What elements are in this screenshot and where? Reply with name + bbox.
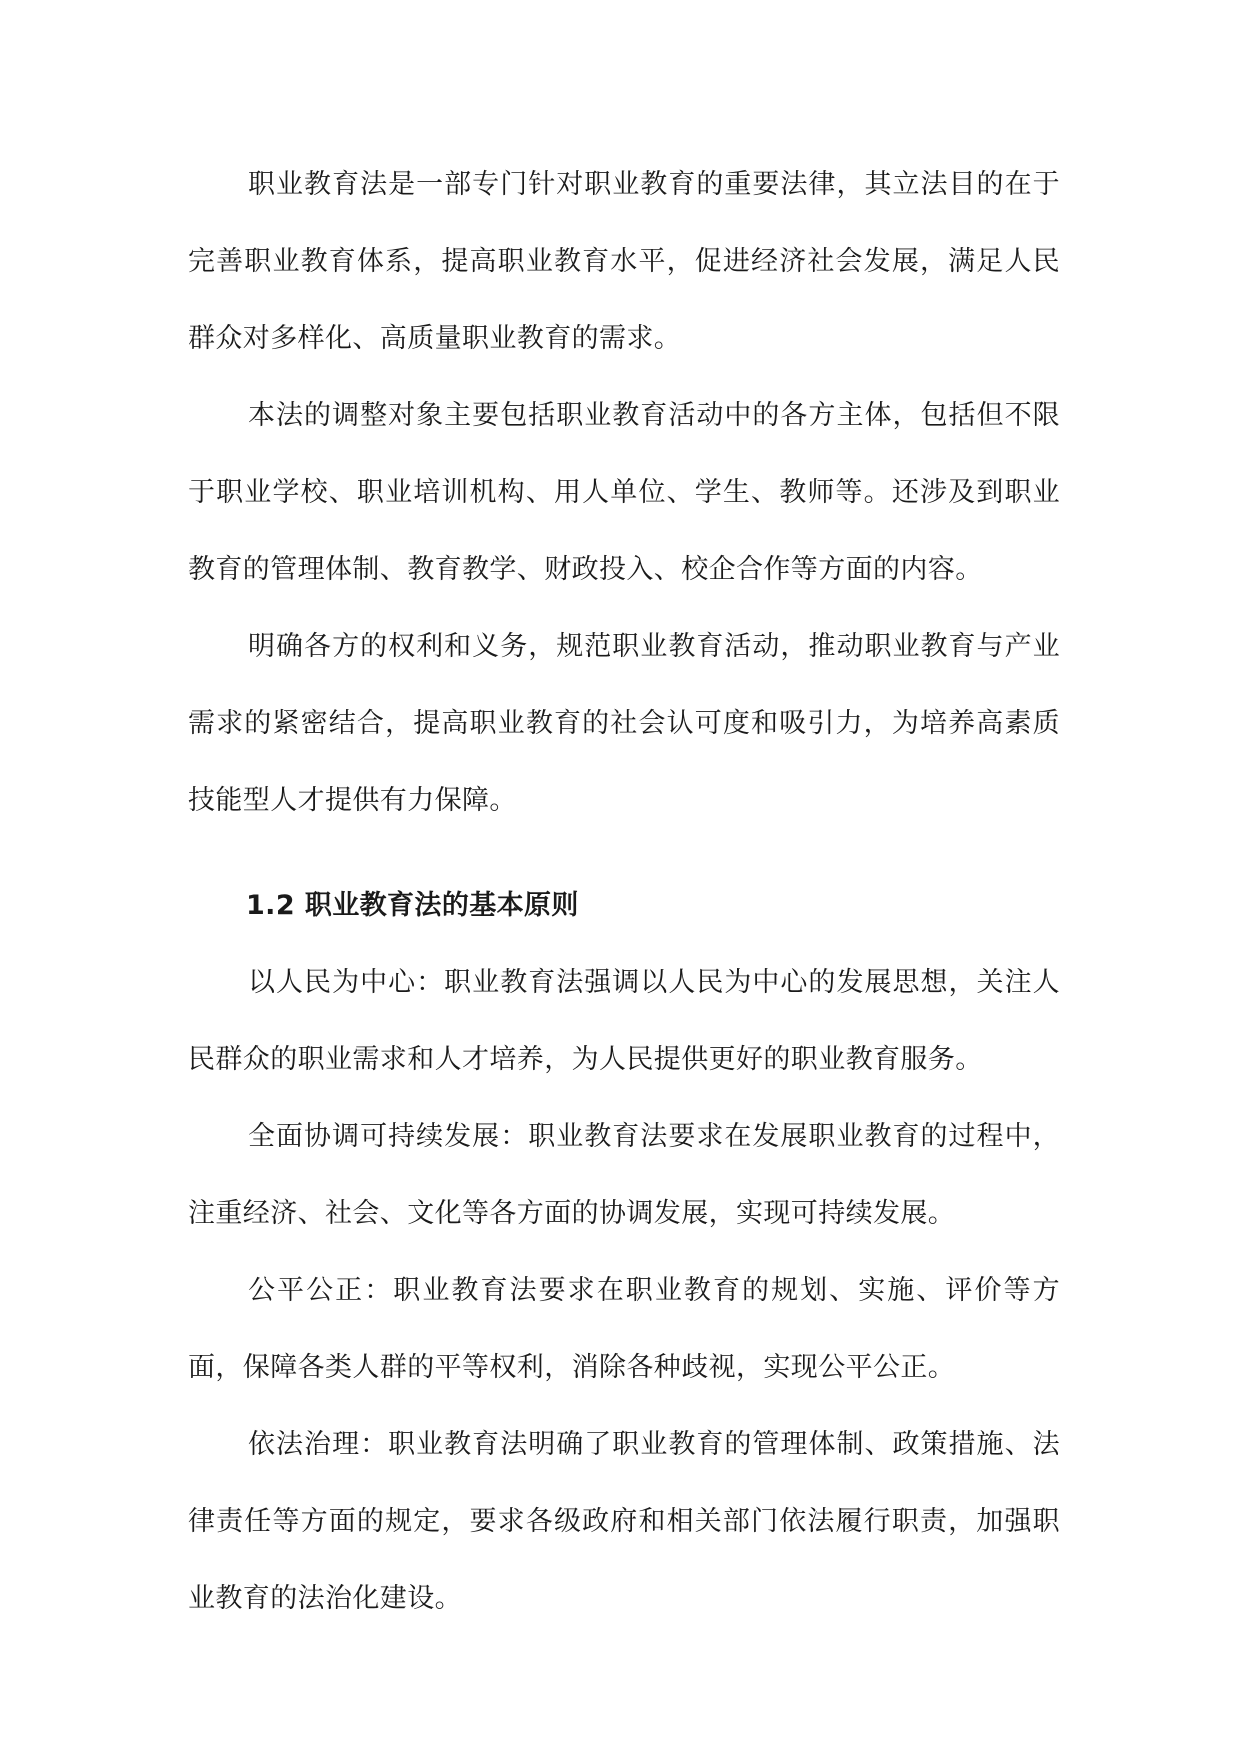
principle-sustainable-development: 全面协调可持续发展：职业教育法要求在发展职业教育的过程中，注重经济、社会、文化等各方面的协调发展，实现可持续发展。 xyxy=(188,1121,1060,1229)
principle-fairness: 公平公正：职业教育法要求在职业教育的规划、实施、评价等方面，保障各类人群的平等权利，消除各种歧视，实现公平公正。 xyxy=(188,1275,1060,1383)
intro-paragraph-rights: 明确各方的权利和义务，规范职业教育活动，推动职业教育与产业需求的紧密结合，提高职业教育的社会认可度和吸引力，为培养高素质技能型人才提供有力保障。 xyxy=(188,631,1060,816)
principle-people-centered: 以人民为中心：职业教育法强调以人民为中心的发展思想，关注人民群众的职业需求和人才培养，为人民提供更好的职业教育服务。 xyxy=(188,967,1060,1075)
intro-paragraph-purpose: 职业教育法是一部专门针对职业教育的重要法律，其立法目的在于完善职业教育体系，提高职业教育水平，促进经济社会发展，满足人民群众对多样化、高质量职业教育的需求。 xyxy=(188,169,1060,354)
principle-rule-of-law: 依法治理：职业教育法明确了职业教育的管理体制、政策措施、法律责任等方面的规定，要求各级政府和相关部门依法履行职责，加强职业教育的法治化建设。 xyxy=(188,1429,1060,1614)
intro-paragraph-scope: 本法的调整对象主要包括职业教育活动中的各方主体，包括但不限于职业学校、职业培训机构、用人单位、学生、教师等。还涉及到职业教育的管理体制、教育教学、财政投入、校企合作等方面的内容。 xyxy=(188,400,1060,585)
document-body xyxy=(188,146,1060,1637)
section-heading: 1.2 职业教育法的基本原则 xyxy=(246,890,579,921)
